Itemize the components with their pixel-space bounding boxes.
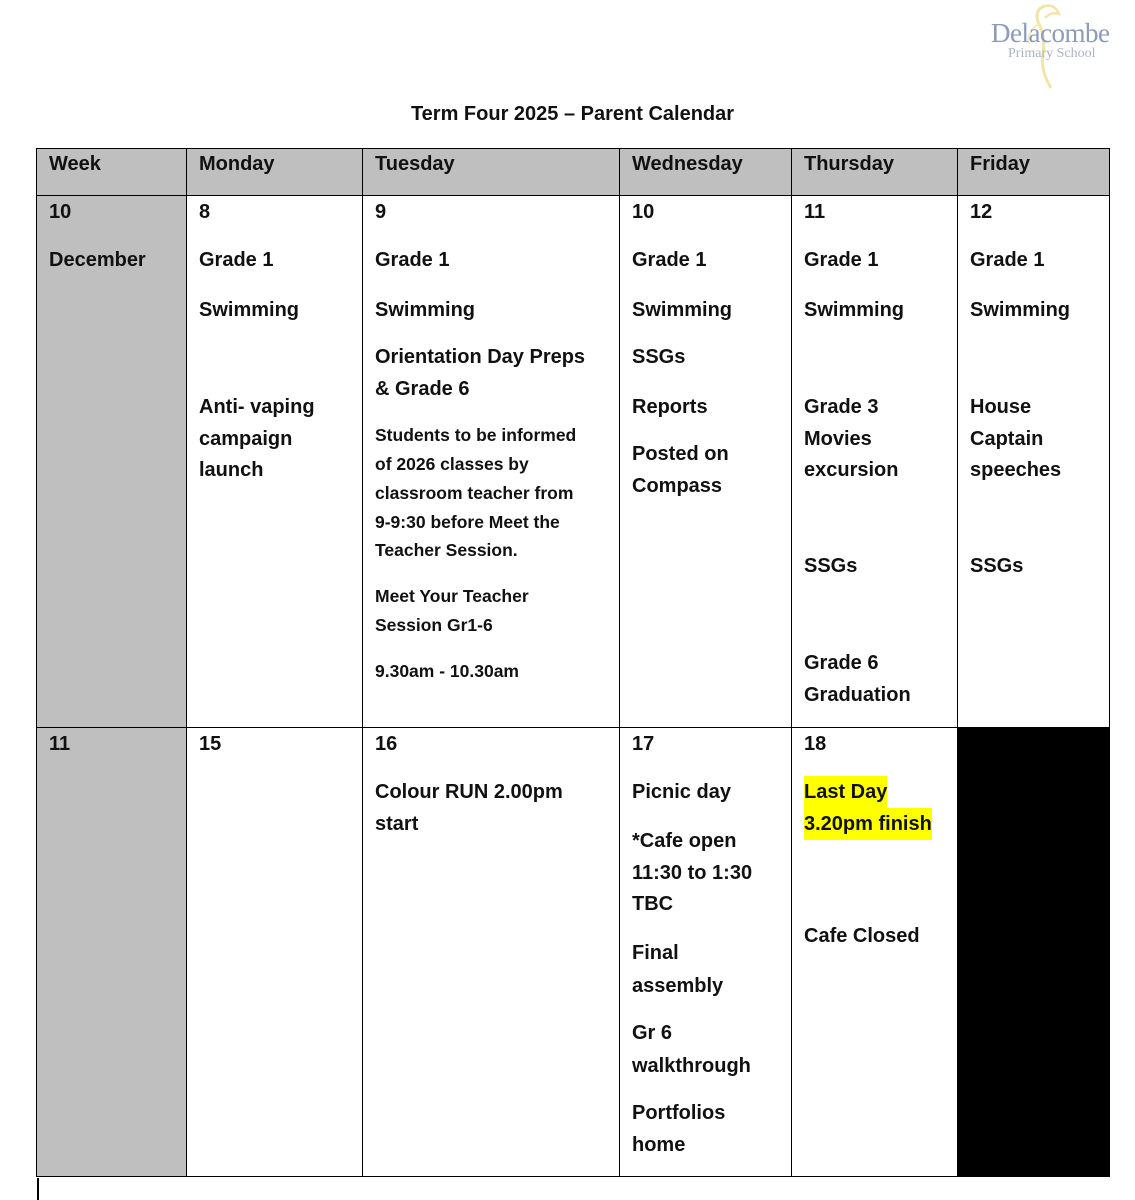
event-text: & Grade 6 (375, 378, 470, 400)
date-number: 16 (375, 733, 398, 755)
school-logo (985, 0, 1115, 92)
event-text: Picnic day (632, 781, 731, 803)
header-thursday: Thursday (792, 149, 958, 196)
event-text: Swimming (970, 299, 1071, 321)
header-week: Week (37, 149, 187, 196)
event-text: walkthrough (632, 1055, 751, 1077)
event-text: assembly (632, 975, 724, 997)
logo-subtitle: Primary School (1008, 46, 1096, 61)
note-text: 9-9:30 before Meet the (375, 512, 560, 532)
event-text: Swimming (804, 299, 905, 321)
week-11-row (37, 728, 1110, 1177)
date-number: 9 (375, 201, 387, 223)
event-text: Grade 1 (375, 249, 450, 271)
event-text: Swimming (199, 299, 300, 321)
event-text: Final (632, 942, 679, 964)
date-number: 11 (804, 201, 826, 223)
day-cell-wed-10 (620, 196, 792, 728)
event-text: House (970, 396, 1032, 418)
event-text: speeches (970, 459, 1062, 481)
week-10-row (37, 196, 1110, 728)
event-text: Grade 3 (804, 396, 879, 418)
date-number: 8 (199, 201, 211, 223)
event-text: Portfolios (632, 1102, 726, 1124)
date-number: 17 (632, 733, 655, 755)
note-text: Teacher Session. (375, 540, 518, 560)
event-text: Grade 1 (199, 249, 274, 271)
highlighted-event-text: 3.20pm finish (804, 808, 932, 840)
event-text: excursion (804, 459, 899, 481)
day-cell-thu-18 (792, 728, 958, 1177)
header-tuesday: Tuesday (363, 149, 620, 196)
event-text: Grade 1 (632, 249, 707, 271)
week-10-cell (37, 196, 187, 728)
event-text: Swimming (632, 299, 733, 321)
event-text: SSGs (632, 346, 686, 368)
week-number: 11 (49, 733, 71, 755)
header-friday: Friday (958, 149, 1110, 196)
event-text: campaign (199, 428, 293, 450)
event-text: SSGs (970, 555, 1024, 577)
event-text: Anti- vaping (199, 396, 315, 418)
day-cell-tue-16 (363, 728, 620, 1177)
event-text: Swimming (375, 299, 476, 321)
date-number: 18 (804, 733, 827, 755)
date-number: 15 (199, 733, 222, 755)
blacked-out-cell-fri (958, 728, 1110, 1177)
header-row (37, 149, 1110, 196)
day-cell-mon-8 (187, 196, 363, 728)
event-text: Graduation (804, 684, 911, 706)
note-text: classroom teacher from (375, 483, 574, 503)
event-text: launch (199, 459, 264, 481)
event-text: home (632, 1134, 686, 1156)
event-text: Captain (970, 428, 1044, 450)
event-text: Gr 6 (632, 1022, 673, 1044)
event-text: Cafe Closed (804, 925, 920, 947)
note-text: 9.30am - 10.30am (375, 661, 519, 681)
day-cell-tue-9 (363, 196, 620, 728)
week-number: 10 (49, 201, 72, 223)
note-text: Session Gr1-6 (375, 615, 493, 635)
day-cell-fri-12 (958, 196, 1110, 728)
header-monday: Monday (187, 149, 363, 196)
event-text: Grade 1 (804, 249, 879, 271)
day-cell-thu-11 (792, 196, 958, 728)
event-text: Grade 6 (804, 652, 879, 674)
highlighted-event-text: Last Day (804, 776, 887, 808)
event-text: Reports (632, 396, 708, 418)
event-text: SSGs (804, 555, 858, 577)
date-number: 10 (632, 201, 655, 223)
note-text: of 2026 classes by (375, 454, 529, 474)
event-text: Posted on (632, 443, 729, 465)
margin-line (37, 1178, 39, 1200)
header-wednesday: Wednesday (620, 149, 792, 196)
event-text: Compass (632, 475, 723, 497)
note-text: Students to be informed (375, 425, 577, 445)
event-text: *Cafe open (632, 830, 737, 852)
event-text: 11:30 to 1:30 (632, 862, 753, 884)
event-text: Colour RUN 2.00pm (375, 781, 563, 803)
day-cell-mon-15 (187, 728, 363, 1177)
day-cell-wed-17 (620, 728, 792, 1177)
logo-name: Delacombe (991, 18, 1110, 48)
event-text: Orientation Day Preps (375, 346, 586, 368)
note-text: Meet Your Teacher (375, 586, 529, 606)
date-number: 12 (970, 201, 993, 223)
event-text: start (375, 813, 419, 835)
calendar-table (36, 148, 1110, 1177)
event-text: Grade 1 (970, 249, 1045, 271)
week-month: December (49, 249, 146, 271)
page-title: Term Four 2025 – Parent Calendar (410, 103, 735, 125)
event-text: Movies (804, 428, 872, 450)
week-11-cell (37, 728, 187, 1177)
event-text: TBC (632, 893, 674, 915)
